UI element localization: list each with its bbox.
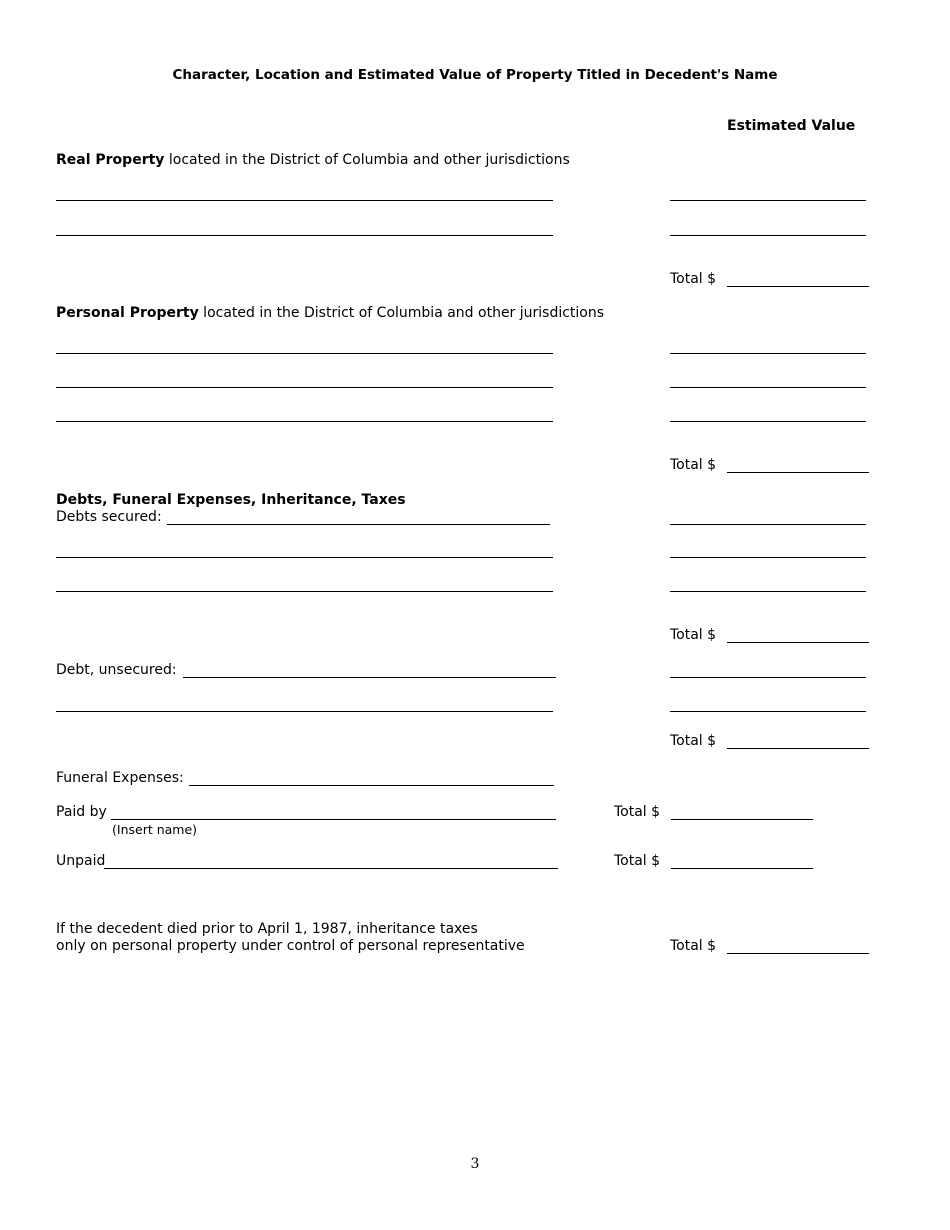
debts-secured-line[interactable]	[167, 524, 550, 525]
inheritance-total-label: Total $	[670, 938, 717, 954]
real-property-heading-bold: Real Property	[56, 152, 165, 168]
funeral-expenses-line[interactable]	[189, 785, 554, 786]
debts-secured-label: Debts secured:	[56, 509, 162, 525]
real-property-value-line-1[interactable]	[670, 200, 866, 201]
personal-property-heading	[56, 305, 604, 322]
real-property-value-line-2[interactable]	[670, 235, 866, 236]
real-property-description-line-1[interactable]	[56, 200, 553, 201]
debts-secured-total-line[interactable]	[727, 642, 869, 643]
debts-secured-value-line-1[interactable]	[670, 524, 866, 525]
inheritance-text-line-1: If the decedent died prior to April 1, 1987, inheritance taxes	[56, 921, 478, 937]
real-property-total-line[interactable]	[727, 286, 869, 287]
real-property-description-line-2[interactable]	[56, 235, 553, 236]
debts-secured-value-line-2[interactable]	[670, 557, 866, 558]
debts-secured-description-line-3[interactable]	[56, 591, 553, 592]
personal-property-description-line-2[interactable]	[56, 387, 553, 388]
debts-unsecured-total-label: Total $	[670, 733, 717, 749]
unpaid-line[interactable]	[104, 868, 558, 869]
page-number: 3	[470, 1156, 480, 1172]
real-property-heading-rest: located in the District of Columbia and other jurisdictions	[164, 152, 570, 168]
personal-property-total-label: Total $	[670, 457, 717, 473]
personal-property-value-line-3[interactable]	[670, 421, 866, 422]
paid-total-line[interactable]	[671, 819, 813, 820]
personal-property-value-line-2[interactable]	[670, 387, 866, 388]
debts-heading: Debts, Funeral Expenses, Inheritance, Taxes	[56, 492, 406, 508]
debts-unsecured-value-line-2[interactable]	[670, 711, 866, 712]
unpaid-label: Unpaid	[56, 853, 106, 869]
inheritance-text-line-2: only on personal property under control of personal representative	[56, 938, 525, 954]
debts-secured-total-label: Total $	[670, 627, 717, 643]
paid-by-label: Paid by	[56, 804, 107, 820]
paid-by-line[interactable]	[111, 819, 556, 820]
funeral-expenses-label: Funeral Expenses:	[56, 770, 184, 786]
real-property-heading	[56, 152, 570, 169]
debts-unsecured-total-line[interactable]	[727, 748, 869, 749]
personal-property-total-line[interactable]	[727, 472, 869, 473]
debts-unsecured-value-line-1[interactable]	[670, 677, 866, 678]
debts-unsecured-line[interactable]	[183, 677, 556, 678]
debts-unsecured-description-line-2[interactable]	[56, 711, 553, 712]
personal-property-heading-bold: Personal Property	[56, 305, 199, 321]
debts-secured-value-line-3[interactable]	[670, 591, 866, 592]
debts-secured-description-line-2[interactable]	[56, 557, 553, 558]
estimated-value-header: Estimated Value	[727, 118, 856, 134]
real-property-total-label: Total $	[670, 271, 717, 287]
paid-total-label: Total $	[614, 804, 661, 820]
unpaid-total-line[interactable]	[671, 868, 813, 869]
unpaid-total-label: Total $	[614, 853, 661, 869]
personal-property-value-line-1[interactable]	[670, 353, 866, 354]
inheritance-total-line[interactable]	[727, 953, 869, 954]
page-title: Character, Location and Estimated Value of Property Titled in Decedent's Name	[172, 67, 778, 83]
debts-unsecured-label: Debt, unsecured:	[56, 662, 177, 678]
insert-name-hint: (Insert name)	[112, 822, 198, 837]
personal-property-description-line-1[interactable]	[56, 353, 553, 354]
personal-property-heading-rest: located in the District of Columbia and other jurisdictions	[198, 305, 605, 321]
personal-property-description-line-3[interactable]	[56, 421, 553, 422]
